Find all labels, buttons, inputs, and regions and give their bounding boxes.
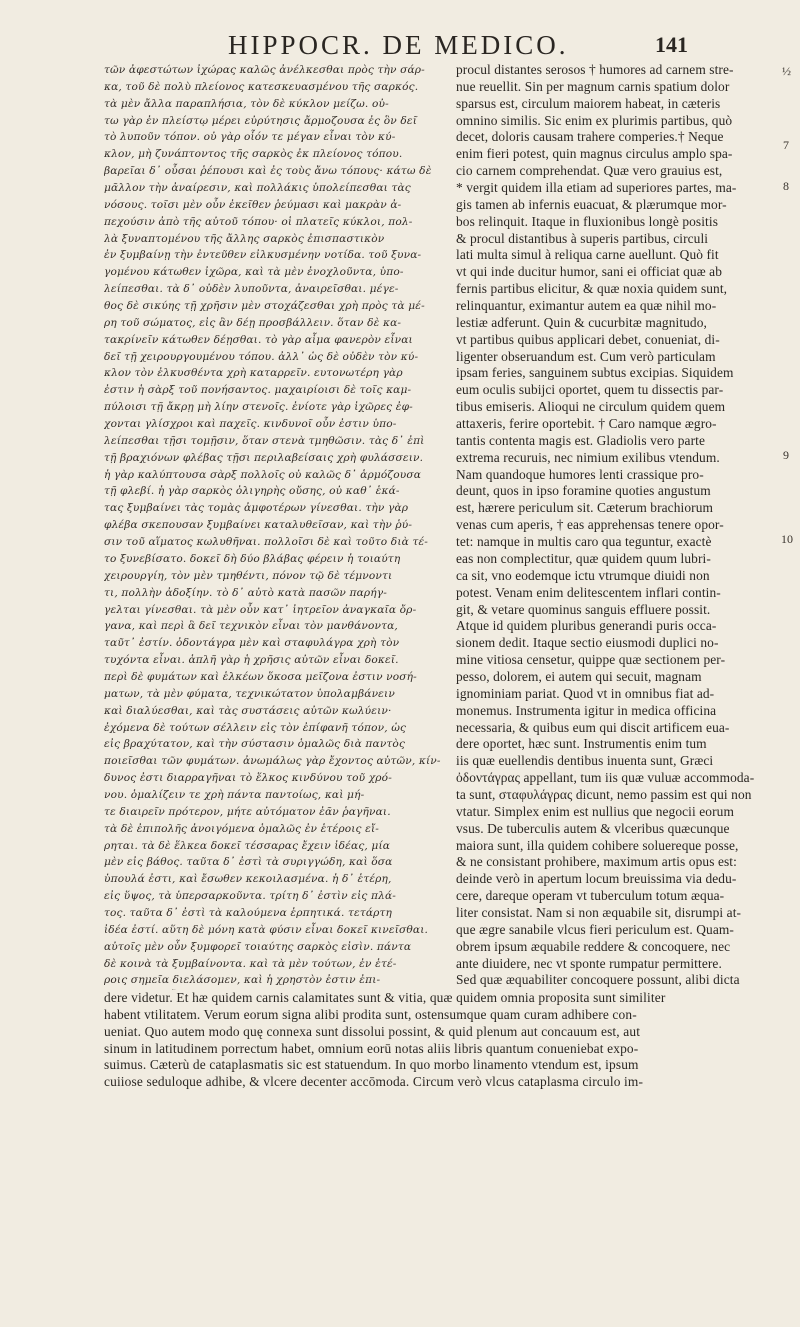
latin-text-line: pesso, dolorem, ei autem qui secuit, magnam xyxy=(456,668,702,684)
latin-text-line: ipsam feries, sanguinem subtus excipias. Siquidem xyxy=(456,365,734,381)
greek-text-line: πύλοισι τῇ ἄκρῃ μὴ λίην στενοῖς. ἐνίοτε γὰρ ἰχῶρες ἐφ- xyxy=(104,401,413,414)
greek-text-line: βαρεῖαι δ᾽ οὖσαι ῥέπουσι καὶ ἐς τοὺς ἄνω τόπους· κάτω δὲ xyxy=(104,165,432,178)
latin-text-line: ligenter obseruandum est. Cum verò particulam xyxy=(456,348,716,364)
greek-text-line: σιν τοῦ αἵματος κωλυθῆναι. πολλοῖσι δὲ καὶ τοῦτο διὰ τέ- xyxy=(104,536,429,549)
greek-text-line: εἰς ὕψος, τὰ ὑπερσαρκοῦντα. τρίτη δ᾽ ἐστὶν εἰς πλά- xyxy=(104,890,396,903)
greek-text-line: δυνος ἐστι διαρραγῆναι τὸ ἕλκος κινδύνου τοῦ χρό- xyxy=(104,772,392,785)
latin-text-line: est, hærere periculum sit. Cæterum brachiorum xyxy=(456,500,713,516)
latin-text-line: & ne consistant prohibere, maximum artis opus est: xyxy=(456,854,737,870)
latin-text-line: relinquantur, eximantur autem ea quæ nihil mo- xyxy=(456,298,717,314)
latin-text-line: Atque id quidem pluribus generandi puris occa- xyxy=(456,618,717,634)
margin-mark: 9 xyxy=(783,448,789,462)
greek-text-line: τῇ φλεβί. ἡ γὰρ σαρκὸς ὀλιγηρὴς οὔσης, οὐ καθ᾽ ἑκά- xyxy=(104,485,400,498)
margin-mark: 8 xyxy=(783,179,789,193)
greek-text-line: τῇ βραχιόνων φλέβας τῇσι περιλαβείσαις χρὴ φυλάσσειν. xyxy=(104,451,424,464)
page-header xyxy=(228,30,688,62)
greek-text-line: λείπεσθαι τῇσι τομῇσιν, ὅταν στενὰ τμηθῶσιν. τὰς δ᾽ ἐπὶ xyxy=(104,434,425,447)
greek-text-line: νου. ὁμαλίζειν τε χρὴ πάντα παντοίως, καὶ μή- xyxy=(104,788,365,801)
greek-text-line: ἡ γὰρ καλύπτουσα σὰρξ πολλοῖς οὐ καλῶς δ᾽ ἁρμόζουσα xyxy=(104,468,422,481)
greek-text-line: λείπεσθαι. τὰ δ᾽ οὐδὲν λυποῦντα, ἀναιρεῖσθαι. μέγε- xyxy=(104,283,399,296)
latin-text-line: procul distantes serosos † humores ad carnem stre- xyxy=(456,62,734,77)
greek-text-line: ὑπουλά ἐστι, καὶ ἔσωθεν κεκοιλασμένα. ἡ δ᾽ ἑτέρη, xyxy=(104,873,392,886)
margin-mark: 10 xyxy=(781,532,793,546)
latin-text-line: extrema recuruis, nec nimium exilibus vtendum. xyxy=(456,449,720,465)
latin-column xyxy=(456,62,778,990)
latin-text-line: ta sunt, σταφυλάγρας dicunt, nemo passim est qui non xyxy=(456,786,752,802)
greek-text-line: τω γὰρ ἐν πλείστῳ μέρει εὐρύτησις ἄρμοζουσα ἐς ὃν δεῖ xyxy=(104,114,418,127)
greek-text-line: τὰ δὲ ἐπιπολῆς ἀνοιγόμενα ὁμαλῶς ἐν ἑτέροις εἴ- xyxy=(104,822,380,835)
latin-text-line: suimus. Cæterù de cataplasmatis sic est statuendum. In quo morbo linamento vtendum est, ipsum xyxy=(104,1057,639,1073)
latin-text-line: * vergit quidem illa etiam ad superiores partes, ma- xyxy=(456,180,737,196)
greek-text-line: εἰς βραχύτατον, καὶ τὴν σύστασιν ὁμαλῶς διὰ παντὸς xyxy=(104,738,406,751)
latin-text-line: enim fieri potest, quin magnus circulus amplo spa- xyxy=(456,146,733,162)
page-number: 141 xyxy=(655,32,688,57)
greek-column xyxy=(104,62,442,990)
greek-text-line: αὐτοῖς μὲν οὖν ξυμφορεῖ τοιαύτης σαρκὸς εἰσὶν. πάντα xyxy=(104,940,412,953)
latin-text-line: ante diuidere, nec vt sponte rumpatur permittere. xyxy=(456,955,722,971)
latin-text-line: liter consistat. Nam si non æquabile sit, disrumpi at- xyxy=(456,904,742,920)
latin-text-line: mine vitiosa censetur, quippe quæ sectionem per- xyxy=(456,652,726,668)
latin-text-line: vt partibus quibus applicari debet, conueniat, di- xyxy=(456,331,720,347)
greek-text-line: κα, τοῦ δὲ πολὺ πλείονος κατεσκευασμένου τῆς σαρκός. xyxy=(104,80,419,93)
greek-text-line: τακρίνεῖν κάτωθεν δέῃσθαι. τὸ γὰρ αἷμα φανερὸν εἶναι xyxy=(104,333,413,346)
greek-text-line: τὸ λυποῦν τόπον. οὐ γὰρ οἷόν τε μέγαν εἶναι τὸν κύ- xyxy=(104,131,396,144)
latin-text-line: cio carnem comprehendat. Quæ vero grauius est, xyxy=(456,163,723,179)
greek-text-line: τῶν ἀφεστώτων ἰχώρας καλῶς ἀνέλκεσθαι πρὸς τὴν σάρ- xyxy=(104,64,425,76)
latin-text-line: gis tamen ab infernis euacuat, & plærumque mor- xyxy=(456,196,727,212)
greek-text-line: ματων, τὰ μὲν φύματα, τεχνικώτατον ὑπολαμβάνειν xyxy=(104,687,395,700)
latin-text-line: ueniat. Quo autem modo quę connexa sunt dissolui possint, & quid plenum aut concauum est, aut xyxy=(104,1023,641,1039)
latin-text-line: decet, doloris causam trahere comperies.† Neque xyxy=(456,129,724,145)
latin-text-line: sparsus est, circulum maiorem habeat, in cæteris xyxy=(456,95,721,111)
greek-text-line: γανα, καὶ περὶ ἃ δεῖ τεχνικὸν εἶναι τὸν μανθάνοντα, xyxy=(104,620,398,633)
greek-text-line: τος. ταῦτα δ᾽ ἐστὶ τὰ καλούμενα ἑρπητικά. τετάρτη xyxy=(104,906,393,919)
latin-text-line: habent vtilitatem. Verum eorum signa alibi prodita sunt, ostensumque quam curam adhibere con- xyxy=(104,1006,637,1022)
greek-text-line: τι, πολλὴν ἀδοξίην. τὸ δ᾽ αὐτὸ κατὰ πασῶν παρήγ- xyxy=(104,586,388,599)
latin-text-line: ὀδοντάγρας appellant, tum iis quæ vuluæ accommoda- xyxy=(456,770,755,786)
latin-text-line: deunt, quos in ipso foramine quoties angustum xyxy=(456,483,711,499)
latin-text-line: cere, dareque operam vt tuberculum totum æqua- xyxy=(456,888,725,904)
greek-text-line: το ξυνεβίσατο. δοκεῖ δὴ δύο βλάβας φέρειν ἡ τοιαύτη xyxy=(104,552,401,565)
latin-text-line: iis quæ euellendis dentibus inuenta sunt, Græci xyxy=(456,753,714,769)
latin-text-line: deinde verò in apertum locum breuissima via dedu- xyxy=(456,871,737,887)
latin-text-line: omnino similis. Sic enim ex plurimis partibus, quò xyxy=(456,112,733,128)
greek-text-line: καὶ διαλύεσθαι, καὶ τὰς συστάσεις αὐτῶν κωλύειν· xyxy=(104,704,392,717)
greek-text-line: ἰδέα ἐστί. αὕτη δὲ μόνη κατὰ φύσιν εἶναι δοκεῖ κινεῖσθαι. xyxy=(104,923,429,936)
latin-text-line: git, & vetare quominus sanguis effluere possit. xyxy=(456,601,711,617)
running-head: HIPPOCR. DE MEDICO. xyxy=(228,30,569,60)
latin-text-line: Nam quandoque humores lenti crassique pro- xyxy=(456,466,704,482)
greek-text-line: γομένου κάτωθεν ἰχῶρα, καὶ τὰ μὲν ἐνοχλοῦντα, ὑπο- xyxy=(104,266,404,279)
greek-text-line: περὶ δὲ φυμάτων καὶ ἑλκέων ὅκοσα μεῖζονα ἐστιν νοσή- xyxy=(104,670,417,683)
latin-text-line: tet: namque in multis caro qua teguntur, exactè xyxy=(456,534,712,550)
greek-text-line: ροις σημεῖα διελάσομεν, καὶ ἡ χρηστὸν ἐστιν ἐπι- xyxy=(104,974,381,987)
latin-text-line: attaxeris, ferire oportebit. † Caro namque ægro- xyxy=(456,416,717,432)
greek-text-line: δεῖ τῇ χειρουργουμένου τόπου. ἀλλ᾽ ὡς δὲ οὐδὲν τὸν κύ- xyxy=(104,350,419,363)
greek-text-line: ρη τοῦ σώματος, εἰς ἂν δέῃ προσβάλλειν. ὅταν δὲ κα- xyxy=(104,316,402,329)
greek-text-line: ρηται. τὰ δὲ ἕλκεα δοκεῖ τέσσαρας ἔχειν ἰδέας, μία xyxy=(104,839,391,852)
latin-text-line: tantis contenta magis est. Gladiolis vero parte xyxy=(456,432,706,448)
latin-text-line: vt qui inde ducitur humor, sani ei officiat quæ ab xyxy=(456,264,723,280)
latin-text-line: dere videtur. Et hæ quidem carnis calamitates sunt & vitia, quæ quidem omnia proposita sunt similiter xyxy=(104,990,666,1005)
greek-text-line: νόσους. τοῖσι μὲν οὖν ἐκεῖθεν ῥεύμασι καὶ μακρὰν ἀ- xyxy=(104,198,402,211)
greek-text-line: ταῦτ᾽ ἐστίν. ὀδοντάγρα μὲν καὶ σταφυλάγρα χρὴ τὸν xyxy=(104,637,400,650)
greek-text-line: ἐστιν ἡ σὰρξ τοῦ πονήσαντος. μαχαιρίοισι δὲ τοῖς καμ- xyxy=(104,384,412,397)
greek-text-line: δὲ κοινὰ τὰ ξυμβαίνοντα. καὶ τὰ μὲν τούτων, ἐν ἑτέ- xyxy=(104,957,397,970)
greek-text-line: γελται γίνεσθαι. τὰ μὲν οὖν κατ᾽ ἰητρεῖον ἀναγκαῖα ὄρ- xyxy=(104,603,417,616)
margin-mark: 7 xyxy=(783,138,789,152)
latin-text-line: monemus. Instrumenta igitur in medica officina xyxy=(456,702,717,718)
latin-text-line: fernis partibus elicitur, & quæ noxia quidem sunt, xyxy=(456,281,728,297)
latin-text-line: maiora sunt, illa quidem cohibere soluereque posse, xyxy=(456,837,739,853)
greek-text-line: φλέβα σκεπουσαν ξυμβαίνει καταλυθεῖσαν, καὶ τὴν ῥύ- xyxy=(104,519,413,532)
latin-text-line: vtatur. Simplex enim est nullius que negocii eorum xyxy=(456,803,734,819)
greek-text-line: πεχούσιν ἀπὸ τῆς αὐτοῦ τόπου· οἱ πλατεῖς κύκλοι, πολ- xyxy=(104,215,413,228)
greek-text-line: ἐχόμενα δὲ τούτων σέλλειν εἰς τὸν ἐπίφανῆ τόπον, ὡς xyxy=(104,721,407,734)
latin-text-line: sinum in latitudinem porrectum habet, omnium eorū notas aliis libris quantum conueniebat expo- xyxy=(104,1040,639,1056)
latin-text-line: obrem ipsum æquabile reddere & concoquere, nec xyxy=(456,938,731,954)
greek-text-line: μὲν εἰς βάθος. ταῦτα δ᾽ ἐστὶ τὰ συριγγώδη, καὶ ὅσα xyxy=(104,856,393,869)
latin-text-line: & procul distantibus à superis partibus, circuli xyxy=(456,230,709,246)
greek-text-line: χειρουργίη, τὸν μὲν τμηθέντι, πόνον τῷ δὲ τέμνοντι xyxy=(104,569,393,582)
latin-text-line: venas cum aperis, † eas apprehensas tenere opor- xyxy=(456,517,724,533)
latin-text-line: nue reuellit. Sin per magnum carnis spatium dolor xyxy=(456,78,730,94)
greek-text-line: τυχόντα εἶναι. ἁπλῆ γὰρ ἡ χρῆσις αὐτῶν εἶναι δοκεῖ. xyxy=(104,654,399,667)
latin-text-line: lestiæ adferunt. Quin & cucurbitæ magnitudo, xyxy=(456,314,707,330)
latin-text-line: eum oculis subijci oportet, quem tu dissectis par- xyxy=(456,382,724,398)
latin-text-line: cuiiose seduloque adhibe, & vlcere decenter accōmoda. Circum verò vlcus cataplasma circulo im- xyxy=(104,1074,644,1090)
latin-text-line: necessaria, & quibus eum qui discit artificem eua- xyxy=(456,719,730,735)
latin-text-line: eas non complectitur, quæ quidem quum lubri- xyxy=(456,550,711,566)
latin-text-line: tibus emiseris. Alioqui ne circulum quidem quem xyxy=(456,399,726,415)
greek-text-line: θος δὲ σικύης τῇ χρῆσιν μὲν στοχάζεσθαι χρὴ πρὸς τὰ μέ- xyxy=(104,300,425,313)
greek-text-line: τε διαιρεῖν πρότερον, μήτε αὐτόματον ἐᾶν ῥαγῆναι. xyxy=(104,805,391,818)
latin-text-line: vsus. De tuberculis autem & vlceribus quæcunque xyxy=(456,820,730,836)
latin-text-line: lati multa simul à reliqua carne auellunt. Quò fit xyxy=(456,247,719,263)
greek-text-line: ποιεῖσθαι τῶν φυμάτων. ἀνωμάλως γὰρ ἔχοντος αὐτῶν, κίν- xyxy=(104,755,441,768)
latin-text-line: bos relinquit. Itaque in fluxionibus longè positis xyxy=(456,213,719,229)
latin-text-line: Sed quæ æquabiliter concoquere possunt, alibi dicta xyxy=(456,972,740,988)
greek-text-line: κλον τὸν ἐλκυσθέντα χρὴ καταρρεῖν. ευτονωτέρη γὰρ xyxy=(104,367,403,380)
greek-text-line: μᾶλλον τὴν ἀναίρεσιν, καὶ πολλάκις ὑπολείπεσθαι τὰς xyxy=(104,182,411,195)
margin-mark: ½ xyxy=(782,64,791,78)
full-width-text xyxy=(104,990,780,1091)
greek-text-line: χονται γλίσχροι καὶ παχεῖς. κινδυνοῖ οὖν ἐστιν ὑπο- xyxy=(104,418,397,431)
greek-text-line: λὰ ξυναπτομένου τῆς ἄλλης σαρκὸς ἐπισπαστικὸν xyxy=(104,232,385,245)
latin-text-line: potest. Venam enim delitescentem inflari contin- xyxy=(456,584,721,600)
latin-text-line: ca sit, vno eodemque ictu vtrumque diuidi non xyxy=(456,567,710,583)
latin-text-line: ignominiam pariat. Quod vt in omnibus fiat ad- xyxy=(456,685,715,701)
greek-text-line: τας ξυμβαίνει τὰς τομὰς ἀμφοτέρων γίνεσθαι. τὴν γὰρ xyxy=(104,502,409,515)
latin-text-line: sionem dedit. Itaque sectio eiusmodi duplici no- xyxy=(456,635,719,651)
latin-text-line: que ægre sanabile vlcus fieri periculum est. Quam- xyxy=(456,921,734,937)
greek-text-line: κλον, μὴ ζυνάπτοντος τῆς σαρκὸς ἐκ πλείονος τόπου. xyxy=(104,148,403,161)
greek-text-line: τὰ μὲν ἄλλα παραπλήσια, τὸν δὲ κύκλον μείζω. οὐ- xyxy=(104,97,389,110)
greek-text-line: ἐν ξυμβαίνῃ τὴν ἐντεῦθεν εἰλκυσμένην νοτίδα. τοῦ ξυνα- xyxy=(104,249,422,262)
latin-text-line: dere oportet, hæc sunt. Instrumentis enim tum xyxy=(456,736,707,752)
